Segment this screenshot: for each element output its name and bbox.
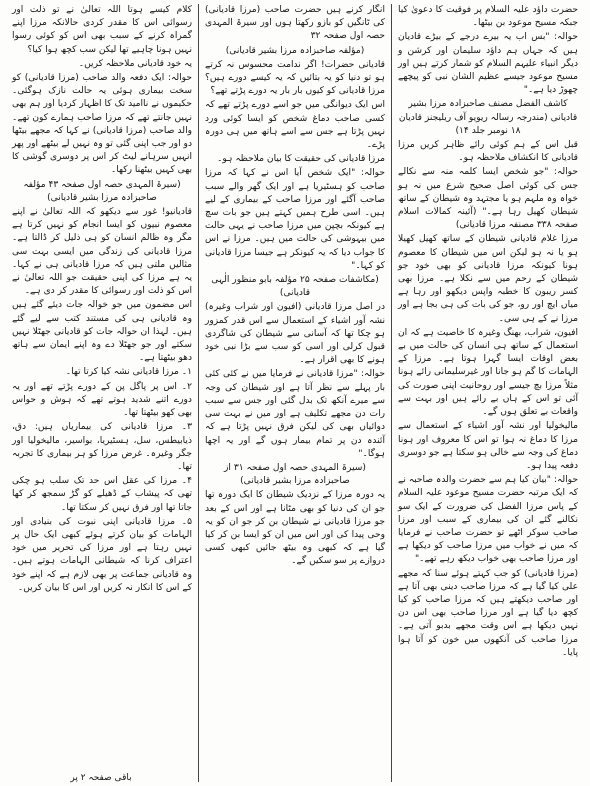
list-item: ۳۔ مرزا قادیانی کی بیماریاں ہیں: دق، ذیابیطس، سل، ہسٹیریا، بواسیر، مالیخولیا اور جگر وغیرہ۔ غرض مرزا کو ہر بیماری کا تجربہ تھا۔ (12, 422, 192, 472)
paragraph: قبل اس کے ہم کوئی رائے ظاہر کریں مرزا قادیانی کا انکشاف ملاحظہ ہو۔ (398, 140, 578, 164)
citation: (مؤلفہ صاحبزادہ مرزا بشیر قادیانی) (225, 45, 365, 56)
column-right (392, 4, 584, 782)
paragraph: یہ خود قادیانی ملاحظہ کریں۔ (78, 58, 192, 69)
paragraph: کلام کیسے ہوتا اللہ تعالیٰ نے تو ذلت اور رسوائی اس کا مقدر کردی حالانکہ مرزا اپنے گمراہ کرنے کے سبب بھی اس کو کوئی رسوا نہیں ہونا چاہیے تھا لیکن سب کچھ ہوا کیا؟ (12, 5, 192, 55)
paragraph: حوالہ: ایک دفعہ والد صاحب (مرزا قادیانی) کو سخت بیماری ہوئی یہ حالت نازک ہوگئی۔ حکیموں نے ناامید تک کا اظہار کردیا اور ہم بھی نہیں جانتے تھے کہ مرزا صاحب ہمارے کون تھے۔ والد صاحب (مرزا قادیانی) نے کہا کہ مجھے بیٹھا دو اور جب اپنی گئی تو وہ نہیں لے بیٹھے اور پھر انہیں سرہانے لیٹ کر اس پر دوسری گوشی کا بھی کہیں بیٹھنا رکھا۔ (12, 73, 192, 176)
paragraph: اس ایک دیوانگی میں جو اسے دورے پڑتے تھے کہ کسی صاحب دماغ شخص کو ایسا کوئی ورد نہیں پڑتا ہے جس سے اسے ہاتھ میں ہی دورہ پڑے۔ (205, 100, 385, 151)
continued-on-page-note: باقی صفحہ ۲ پر (70, 773, 132, 783)
paragraph: قادیانی حضرات! اگر ندامت محسوس نہ کرتے ہو تو دنیا کو یہ بتائیں کہ یہ کیسے دورے ہیں؟ مرزا قادیانی کو کیوں بار بار یہ دورے پڑتے تھے؟ (205, 59, 385, 97)
list-item: ۵۔ مرزا قادیانی اپنی نبوت کی بنیادی اور الہامات کو بیان کرتے ہوئے کبھی ایک حال پر نہیں رہتا ہے اور مرزا کی تحریر میں خود اعتراف کرنا کہ شیطانی الہامات ہوتے ہیں۔ وہ قادیانی جماعت پر بھی لازم ہے کہ اپنے خود کے اس کا انکار نہ کریں اور اس کا بیان کریں۔ (12, 516, 192, 593)
column-left (6, 4, 199, 782)
paragraph: یہ دورہ مرزا کے نزدیک شیطان کا ایک دورہ تھا جو ان کی دنیا کو بھی مٹانا ہے اور اس کے بعد جو مرزا قادیانی نے شیطان بن کر جو ان کو یہ وحی پیدا کی اور اس میں ان کو ایسا بن کر کیا گیا ہے کہ کبھی وہ بیٹھ جائیں کبھی کسی دروازے پر سو سکیں گے۔ (205, 490, 385, 567)
paragraph: حوالہ: "ایک شخص آیا اس نے کہا کہ مرزا صاحب کو ہسٹیریا ہے اور ایک گھر والے سبب صاحب آگئے اور مرزا صاحب کے بیماری کے لیے ہیں۔ اسی طرح ہمیں کہتے ہیں جو بات سچ ہے کیونکہ بچپن میں مرزا صاحب نے یہی حالت میں بیہوشی کی حالت میں ہیں۔ مرزا نے اس کا جواب دیا کہ یہ کیونکر ہے جیسا مرزا قادیانی کو کہا۔" (205, 168, 385, 271)
citation: (سیرۃ المہدی حصہ اول صفحہ ۴۳ مؤلفہ صاحبزادہ مرزا بشیر قادیانی) (23, 179, 181, 203)
paragraph: حوالہ: "جو شخص ایسا کلمہ منہ سے نکالے جس کی کوئی اصل صحیح شرع میں نہ ہو خواہ وہ ملہم ہو یا مجتہد وہ شیطان کے ساتھ شیطان کھیل رہا ہے۔" (آئینہ کمالات اسلام صفحہ ۳۳۸ مصنفہ مرزا قادیانی) (398, 167, 578, 231)
paragraph: افیون، شراب، بھنگ وغیرہ کا خاصیت ہے کہ ان استعمال کے ساتھ ہی انسان کی حالت میں بے بعض اوقات ایسا گہرا ہوتا ہے۔ مرزا کے الہامات کا گم ہو جانا اور غیرسلیمانی رائے ہونا مثلاً مرزا بچ جیسے اور روحانیت اپنی صورت کی آئی تو اس کے ہاں بے رائے ہیں اور بہت سے واقعات بے تعلق ہوں گے۔ (398, 327, 578, 418)
paragraph: قادیانیو! غور سے دیکھو کہ اللہ تعالیٰ نے اپنے معصوم نبیوں کو ایسا انجام کو نہیں کرتا ہے مگر وہ ظالم انسان کو ہی ذلیل کر ڈالتا ہے۔ مرزا قادیانی کی زندگی میں ایسی بہت سی مثالیں ملتی ہیں کہ مرزا قادیانی ہی نے کہا۔ یہ ہے مرزا کی اپنی حقیقت جو اللہ تعالیٰ نے اس کو ذلت اور رسوائی کا مقدر کر دی ہے۔ (12, 207, 192, 297)
citation: (مکاشفات صفحہ ۲۵ مؤلفہ بابو منظور الٰہی قادیانی) (211, 275, 379, 299)
paragraph: (مرزا قادیانی) کو جب کہتے ہوئے سنا کہ مجھے علی کیا گیا ہے کہ مرزا صاحب دینی بھی آتا ہے اور صاحب دیکھتے ہیں کہ مرزا صاحب کو کیا کچھ دیا گیا ہے اور مرزا صاحب بھی اس دن نہیں دیکھا ہے اس وقت مجھے بدبو آتی ہے۔ مرزا صاحب کی آنکھوں میں خون کو آتا ہوا پایا۔ (398, 568, 578, 658)
paragraph: انگار کرنے ہیں حضرت صاحب (مرزا قادیانی) کی ٹانگیں کو بازو رکھتا ہوں اور سیرۃ المہدی حصہ اول صفحہ ۳۲ (205, 5, 385, 42)
paragraph: مرزا غلام قادیانی شیطان کے ساتھ کھیل کھیلا ہو یا نہ ہو لیکن اس میں شیطان کا معصوم ہونا کیونکہ مرزا قادیانی کو بھی خود جو شیطان کے رحم میں سے نکلا ہے۔ مرزا بھی کسر ریبون کا خطبہ واپس دیکھو اور رہا ہے میاں ایچ اور رو، جو کی بات کی ہی بجا ہے اور مرزا نے کے ہی سی۔ (398, 234, 578, 324)
paragraph: حوالہ: "بس اب یہ بیرے درجے کے بیڑے قادیان ہیں کہ جہاں ہم داؤد سلیمان اور کرشن و دیگر انبیاء علیہم السلام کو شمار کرتے ہیں اور مسیح موعود جیسے عظیم الشان نبی کو پیچھے چھوڑ دیا ہے۔" (398, 32, 578, 96)
paragraph: مرزا قادیانی کی حقیقت کا بیان ملاحظہ ہو۔ (217, 154, 385, 165)
paragraph: در اصل مرزا قادیانی (افیون اور شراب وغیرہ) نشہ آور اشیاء کے استعمال سے اس قدر کمزور ہو چکا تھا کہ آسانی سے شیطان کی شاگردی قبول کرلی اور اسی کو سب سے بڑا نبی خود ہونے کا بھی اقرار ہے۔ (205, 302, 385, 366)
list-item: ۴۔ مرزا کی عقل اس حد تک سلب ہو چکی تھی کہ پیشاب کے ڈھیلے کو گڑ سمجھ کر کھا جاتا تھا اور فرق نہیں کر سکتا تھا۔ (12, 476, 192, 513)
column-middle (199, 4, 392, 782)
list-item: ۲۔ اس پر پاگل پن کے دورے پڑتے تھے اور یہ دورے اتنے شدید ہوتے تھے کہ ہوش و حواس بھی کھو بیٹھتا تھا۔ (12, 381, 192, 419)
paragraph: اس مضمون میں جو خوالہ جات دیئے گئے ہیں وہ قادیانی ہی کی مستند کتب سے لیے گئے ہیں۔ لہذا ان حوالہ جات کو قادیانی جھٹلا نہیں سکتے اور جو جھٹلا دے وہ اپنے ایمان سے ہاتھ دھو بیٹھتا ہے۔ (12, 300, 192, 364)
paragraph: حوالہ: "مرزا قادیانی نے فرمایا میں نے کئی کئی بار پہلے سے نظر آتا ہے اور شیطان کی وجہ سے میرے آنکھ تک بدل گئی اور جس سے سبب رات دن مجھے تکلیف ہے اور میں نے بہت سی دوائیاں بھی کی لیکن فرق نہیں پڑتا ہے کہ آئندہ دن پر تمام بیمار ہوں گے اور یہ اچھا ہوگا۔" (205, 369, 385, 459)
paragraph: حوالہ: "بیان کیا ہم سے حضرت والدہ صاحبہ نے کہ ایک مرتبہ حضرت مسیح موعود علیہ السلام کے پاس مرزا الفضل کی ضرورت کے ایک سو نکالنے گئے ان کی بیماری کے سبب اور مرزا صاحب سوکر اٹھے تو حضرت صاحب نے فرمایا کہ میں نے خواب میں مرزا صاحب کو دیکھا ہے اور مرزا صاحب بھی خواب دیکھ رہے تھے۔" (398, 475, 578, 565)
citation: کاشف الفضل مصنف صاحبزادہ مرزا بشیر قادیانی (مندرجہ رسالہ ریویو آف ریلیجنز قادیان ۱۸ نومبر جلد ۱۴) (398, 99, 578, 136)
citation: (سیرۃ المہدی حصہ اول صفحہ ۳۱ از صاحبزادہ مرزا بشیر قادیانی) (224, 462, 366, 487)
paragraph: مالیخولیا اور نشہ آور اشیاء کے استعمال سے مرزا کا دماغ نہ ہوا تو اس کا معروف اور ہونا دماغ کی وجہ سے خالی ہو سکتا ہے جو دوسری دفعہ پیدا ہو۔ (398, 421, 578, 471)
list-item: ۱۔ مرزا قادیانی نشہ کیا کرتا تھا۔ (65, 367, 192, 378)
paragraph: حضرت داؤد علیہ السلام پر فوقیت کا دعویٰ کیا جبکہ مسیح موعود بن بیٹھا۔ (398, 5, 578, 29)
